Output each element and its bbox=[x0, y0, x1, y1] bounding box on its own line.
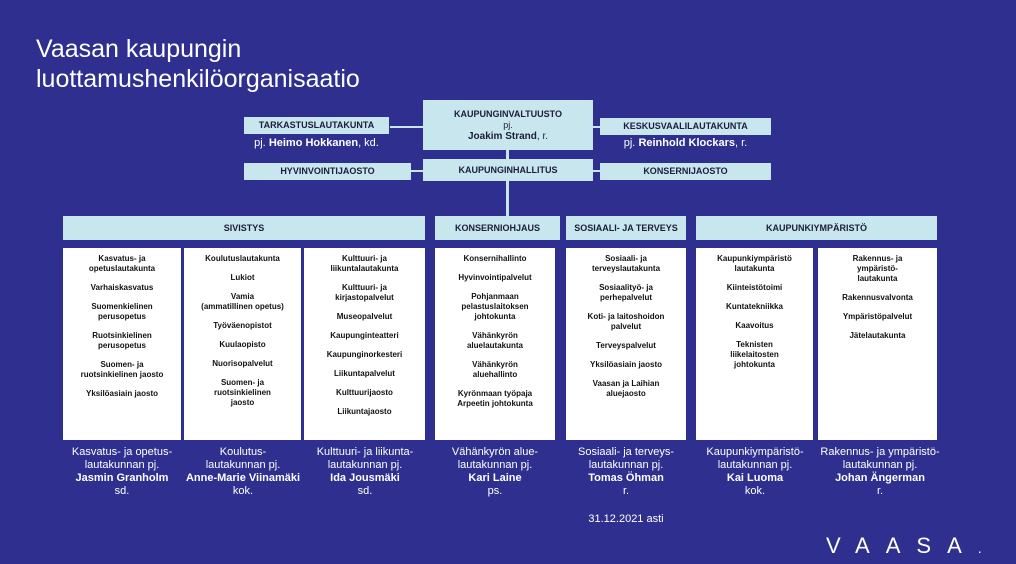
tarkastuslautakunta-box bbox=[244, 117, 389, 134]
vaasa-logo-dot: . bbox=[977, 540, 982, 556]
tarkastuslautakunta-chair: Heimo Hokkanen bbox=[268, 137, 359, 149]
column-4-chair bbox=[428, 446, 562, 498]
sector-sivistys bbox=[63, 216, 425, 240]
column-7-item-3: Ympäristöpalvelut bbox=[842, 312, 913, 321]
column-2-item-1: Koulutuslautakunta bbox=[205, 254, 280, 263]
column-4-item-1: Konsernihallinto bbox=[463, 254, 527, 263]
column-5-item-4: Terveyspalvelut bbox=[596, 341, 656, 350]
sector-sivistys-label: SIVISTYS bbox=[223, 222, 265, 233]
sector-konserniohjaus-label: KONSERNIOHJAUS bbox=[454, 222, 540, 233]
keskusvaalilautakunta-box bbox=[600, 118, 771, 135]
column-2-chair-party: kok. bbox=[232, 485, 254, 497]
column-2-item-3: Vamia (ammatillinen opetus) bbox=[201, 292, 284, 311]
tarkastuslautakunta-label: TARKASTUSLAUTAKUNTA bbox=[258, 120, 375, 130]
column-4-chair-line-1: Vähänkyrön alue- bbox=[451, 446, 539, 458]
column-3-item-6: Liikuntapalvelut bbox=[334, 369, 395, 378]
column-3-chair-line-2: lautakunnan pj. bbox=[327, 459, 403, 471]
column-1-box bbox=[63, 248, 181, 440]
column-3-box bbox=[304, 248, 425, 440]
column-4-box bbox=[435, 248, 555, 440]
column-7-item-1: Rakennus- ja ympäristö- lautakunta bbox=[852, 254, 903, 283]
column-3-item-8: Liikuntajaosto bbox=[337, 407, 392, 416]
column-3-item-5: Kaupunginorkesteri bbox=[326, 350, 403, 359]
column-5-chair-party: r. bbox=[622, 485, 630, 497]
column-3-item-3: Museopalvelut bbox=[336, 312, 393, 321]
column-5-chair bbox=[559, 446, 693, 498]
tarkastuslautakunta-pj: pj. bbox=[254, 137, 269, 149]
column-6-box bbox=[696, 248, 813, 440]
tarkastuslautakunta-chair-line bbox=[244, 137, 389, 150]
column-6-item-1: Kaupunkiympäristö lautakunta bbox=[717, 254, 792, 273]
column-5-chair-name: Tomas Öhman bbox=[588, 472, 664, 484]
column-1-chair-party: sd. bbox=[114, 485, 130, 497]
kaupunginvaltuusto-box bbox=[423, 100, 593, 150]
column-1-chair-name: Jasmin Granholm bbox=[75, 472, 169, 484]
sector-kaupunkiymparisto-label: KAUPUNKIYMPÄRISTÖ bbox=[765, 222, 867, 233]
column-1-item-1: Kasvatus- ja opetuslautakunta bbox=[88, 254, 156, 273]
column-6-item-2: Kiinteistötoimi bbox=[726, 283, 783, 292]
kaupunginvaltuusto-chair-line bbox=[468, 131, 548, 142]
column-2-chair-name: Anne-Marie Viinamäki bbox=[185, 472, 301, 484]
sector-konserniohjaus bbox=[435, 216, 560, 240]
column-2-item-5: Kuulaopisto bbox=[219, 340, 266, 349]
column-2-item-6: Nuorisopalvelut bbox=[212, 359, 273, 368]
keskusvaalilautakunta-chair: Reinhold Klockars bbox=[638, 137, 736, 149]
title-line-1: Vaasan kaupungin bbox=[36, 35, 242, 63]
column-3-item-4: Kaupunginteatteri bbox=[330, 331, 399, 340]
keskusvaalilautakunta-party: , r. bbox=[735, 137, 748, 149]
column-6-item-5: Teknisten liikelaitosten johtokunta bbox=[730, 340, 779, 369]
column-7-box bbox=[818, 248, 937, 440]
vaasa-logo bbox=[826, 533, 982, 559]
column-5-chair-line-1: Sosiaali- ja terveys- bbox=[578, 446, 674, 458]
column-7-item-4: Jätelautakunta bbox=[849, 331, 906, 340]
column-1-chair bbox=[55, 446, 189, 498]
column-4-chair-line-2: lautakunnan pj. bbox=[457, 459, 533, 471]
column-2-item-7: Suomen- ja ruotsinkielinen jaosto bbox=[214, 378, 271, 407]
column-3-chair bbox=[298, 446, 432, 498]
column-7-item-2: Rakennusvalvonta bbox=[842, 293, 913, 302]
column-6-chair-party: kok. bbox=[744, 485, 766, 497]
column-1-chair-line-1: Kasvatus- ja opetus- bbox=[71, 446, 173, 458]
column-1-item-3: Suomenkielinen perusopetus bbox=[91, 302, 153, 321]
column-1-item-4: Ruotsinkielinen perusopetus bbox=[92, 331, 152, 350]
column-2-item-2: Lukiot bbox=[230, 273, 255, 282]
sector-kaupunkiymparisto bbox=[696, 216, 937, 240]
kaupunginvaltuusto-chair: Joakim Strand bbox=[467, 130, 537, 142]
column-4-item-6: Kyrönmaan työpaja Arpeetin johtokunta bbox=[457, 389, 533, 408]
column-4-item-3: Pohjanmaan pelastuslaitoksen johtokunta bbox=[461, 292, 529, 321]
column-6-item-4: Kaavoitus bbox=[735, 321, 774, 330]
column-2-item-4: Työväenopistot bbox=[213, 321, 272, 330]
kaupunginvaltuusto-pj: pj. bbox=[503, 119, 513, 130]
column-6-item-3: Kuntatekniikka bbox=[726, 302, 783, 311]
column-4-item-5: Vähänkyrön aluehallinto bbox=[472, 360, 518, 379]
column-3-chair-name: Ida Jousmäki bbox=[330, 472, 400, 484]
column-3-item-2: Kulttuuri- ja kirjastopalvelut bbox=[335, 283, 394, 302]
column-4-item-4: Vähänkyrön aluelautakunta bbox=[466, 331, 523, 350]
keskusvaalilautakunta-label: KESKUSVAALILAUTAKUNTA bbox=[623, 121, 748, 131]
kaupunginhallitus-label: KAUPUNGINHALLITUS bbox=[458, 164, 558, 175]
column-4-chair-party: ps. bbox=[487, 485, 503, 497]
column-3-item-1: Kulttuuri- ja liikuntalautakunta bbox=[330, 254, 399, 273]
kaupunginvaltuusto-label: KAUPUNGINVALTUUSTO bbox=[454, 108, 562, 119]
kaupunginhallitus-box bbox=[423, 159, 593, 181]
hyvinvointijaosto-box bbox=[244, 163, 411, 180]
column-3-chair-party: sd. bbox=[357, 485, 373, 497]
column-2-chair bbox=[176, 446, 310, 498]
column-2-chair-line-2: lautakunnan pj. bbox=[205, 459, 281, 471]
keskusvaalilautakunta-pj: pj. bbox=[623, 137, 639, 149]
column-4-chair-name: Kari Laine bbox=[468, 472, 522, 484]
column-7-chair-line-1: Rakennus- ja ympäristö- bbox=[820, 446, 940, 458]
column-5-box bbox=[566, 248, 686, 440]
keskusvaalilautakunta-chair-line bbox=[600, 137, 771, 150]
column-6-chair-line-2: lautakunnan pj. bbox=[717, 459, 793, 471]
column-6-chair bbox=[688, 446, 822, 498]
kaupunginvaltuusto-party: , r. bbox=[536, 130, 549, 142]
sector-sosiaali bbox=[566, 216, 686, 240]
column-2-chair-line-1: Koulutus- bbox=[219, 446, 267, 458]
column-1-item-5: Suomen- ja ruotsinkielinen jaosto bbox=[80, 360, 164, 379]
sector-sosiaali-label: SOSIAALI- JA TERVEYS bbox=[574, 222, 678, 233]
column-1-item-6: Yksilöasiain jaosto bbox=[85, 389, 159, 398]
column-7-chair-name: Johan Ängerman bbox=[835, 472, 925, 484]
tarkastuslautakunta-party: , kd. bbox=[358, 137, 379, 149]
column-5-item-3: Koti- ja laitoshoidon palvelut bbox=[587, 312, 665, 331]
column-7-chair-line-2: lautakunnan pj. bbox=[842, 459, 918, 471]
column-7-chair bbox=[810, 446, 950, 498]
column-1-item-2: Varhaiskasvatus bbox=[90, 283, 154, 292]
column-6-chair-name: Kai Luoma bbox=[726, 472, 784, 484]
date-note: 31.12.2021 asti bbox=[588, 513, 664, 525]
column-6-chair-line-1: Kaupunkiympäristö- bbox=[706, 446, 804, 458]
column-5-item-2: Sosiaalityö- ja perhepalvelut bbox=[599, 283, 653, 302]
column-1-chair-line-2: lautakunnan pj. bbox=[84, 459, 160, 471]
hyvinvointijaosto-label: HYVINVOINTIJAOSTO bbox=[280, 166, 375, 176]
page-title bbox=[36, 34, 360, 94]
column-5-item-6: Vaasan ja Laihian aluejaosto bbox=[592, 379, 660, 398]
konsernijaosto-box bbox=[600, 163, 771, 180]
title-line-2: luottamushenkilöorganisaatio bbox=[36, 65, 360, 93]
konsernijaosto-label: KONSERNIJAOSTO bbox=[643, 166, 728, 176]
column-5-chair-line-2: lautakunnan pj. bbox=[588, 459, 664, 471]
column-4-item-2: Hyvinvointipalvelut bbox=[458, 273, 532, 282]
column-2-box bbox=[184, 248, 301, 440]
column-5-item-5: Yksilöasiain jaosto bbox=[589, 360, 663, 369]
column-3-item-7: Kulttuurijaosto bbox=[336, 388, 393, 397]
vaasa-logo-text: VAASA bbox=[826, 533, 978, 558]
column-7-chair-party: r. bbox=[876, 485, 884, 497]
column-5-item-1: Sosiaali- ja terveyslautakunta bbox=[591, 254, 661, 273]
column-3-chair-line-1: Kulttuuri- ja liikunta- bbox=[316, 446, 414, 458]
